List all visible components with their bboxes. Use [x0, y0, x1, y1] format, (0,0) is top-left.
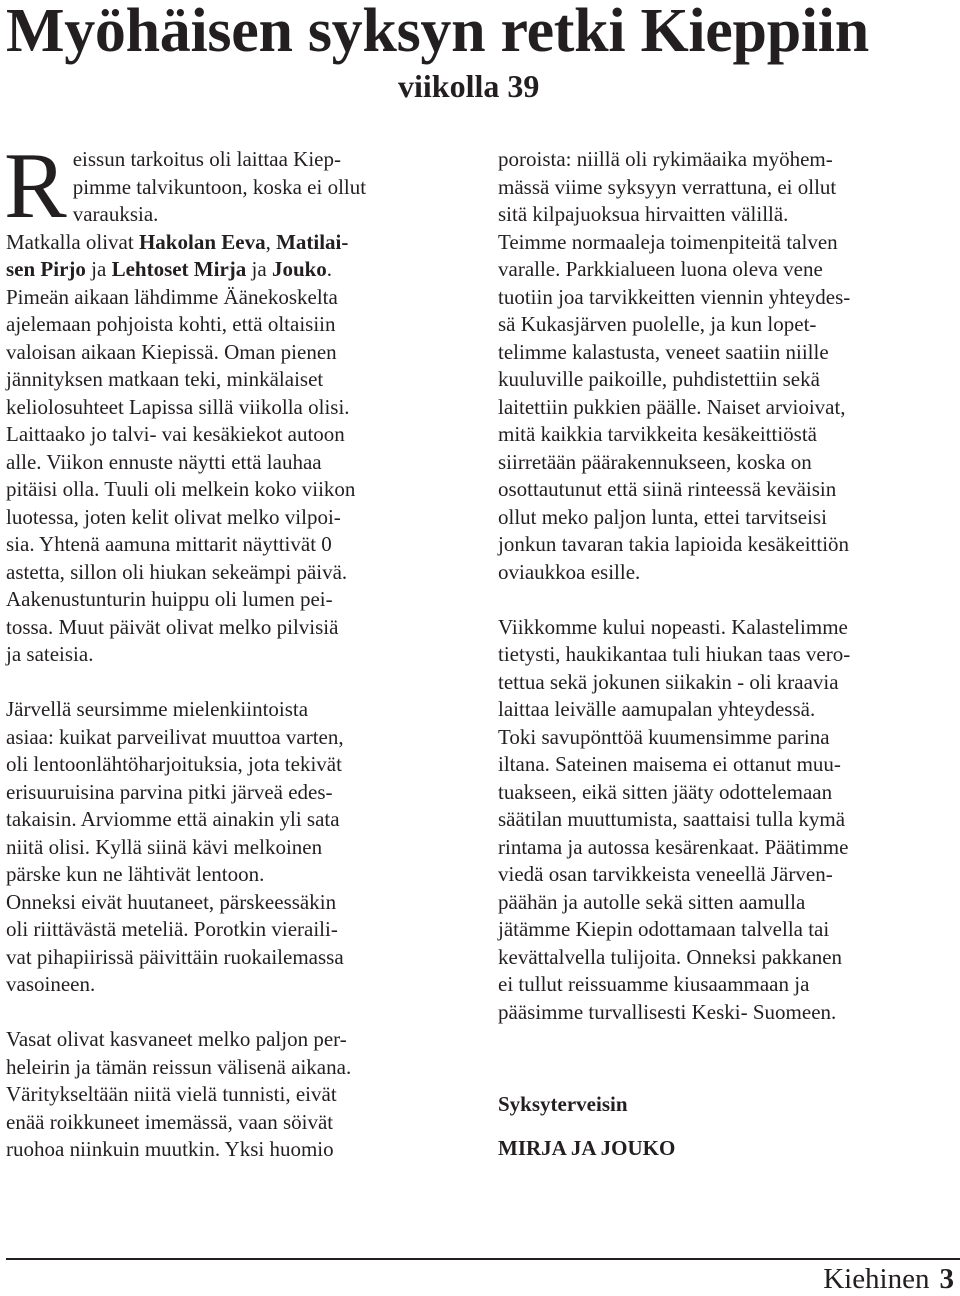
text-line: astetta, sillon oli hiukan sekeämpi päivä.	[6, 559, 348, 584]
member-name: Jouko	[271, 257, 327, 281]
text-line: pärske kun ne lähtivät lentoon.	[6, 862, 265, 886]
text-line: pitäisi olla. Tuuli oli melkein koko viikon	[6, 477, 356, 501]
text-run: Matkalla olivat	[6, 229, 139, 254]
text-line: kuuluville paikoille, puhdistettiin sekä	[498, 367, 820, 391]
reindeer-paragraph	[498, 146, 956, 586]
paragraph-gap	[498, 1026, 956, 1054]
left-column	[4, 134, 464, 1164]
text-line: heleirin ja tämän reissun välisenä aikana.	[6, 1054, 352, 1079]
text-line: kevättalvella tulijoita. Onneksi pakkanen	[498, 944, 843, 969]
text-line: valoisan aikaan Kiepissä. Oman pienen	[6, 339, 337, 364]
text-line: laitettiin pukkien päälle. Naiset arvioivat,	[498, 394, 846, 419]
text-line: tossa. Muut päivät olivat melko pilvisiä	[6, 614, 339, 639]
text-line: enää roikkuneet imemässä, vaan söivät	[6, 1109, 334, 1134]
text-line: sia. Yhtenä aamuna mittarit näyttivät 0	[6, 532, 332, 556]
footer-divider	[6, 1258, 960, 1260]
text-line: sitä kilpajuoksua hirvaitten välillä.	[498, 202, 789, 226]
text-line: Toki savupönttöä kuumensimme parina	[498, 724, 830, 749]
text-line: erisuuruisina parvina pitki järveä edes-	[6, 779, 333, 804]
text-line: tuakseen, eikä sitten jääty odottelemaan	[498, 779, 833, 804]
text-line: niitä olisi. Kyllä siinä kävi melkoinen	[6, 834, 323, 859]
paragraph-gap	[6, 669, 464, 697]
week-paragraph	[498, 614, 956, 1027]
paragraph-gap	[498, 586, 956, 614]
text-line: tuotiin joa tarvikkeitten viennin yhteydes-	[498, 284, 851, 309]
text-line: ei tullut reissuamme kiusaammaan ja	[498, 972, 810, 996]
text-line: oli riittävästä meteliä. Porotkin vieraili-	[6, 917, 338, 941]
text-line: keliolosuhteet Lapissa sillä viikolla olisi.	[6, 394, 350, 419]
text-line: iltana. Sateinen maisema ei ottanut muu-	[498, 752, 841, 776]
article-title: Myöhäisen syksyn retki Kieppiin	[6, 0, 869, 65]
text-line: Laittaako jo talvi- vai kesäkiekot autoon	[6, 422, 345, 446]
loons-paragraph	[6, 696, 464, 999]
text-line: ruohoa niinkuin muutkin. Yksi huomio	[6, 1137, 334, 1161]
text-line: Viikkomme kului nopeasti. Kalastelimme	[498, 614, 848, 639]
text-line: luotessa, joten kelit olivat melko vilpoi-	[6, 504, 341, 529]
text-line: säätilan muuttumista, saattaisi tulla kymä	[498, 807, 846, 831]
text-line: asiaa: kuikat parveilivat muuttoa varten,	[6, 724, 344, 749]
text-line: oli lentoonlähtöharjoituksia, jota tekivät	[6, 752, 342, 776]
members-line	[6, 229, 464, 257]
text-line: mässä viime syksyyn verrattuna, ei ollut	[498, 174, 837, 199]
text-line: vat pihapiirissä päivittäin ruokailemassa	[6, 944, 344, 969]
publication-name: Kiehinen	[823, 1263, 930, 1295]
text-line: rintama ja autossa kesärenkaat. Päätimme	[498, 834, 849, 859]
text-line: mitä kaikkia tarvikkeita kesäkeittiöstä	[498, 422, 817, 446]
member-name: Matilai-	[276, 229, 349, 254]
text-line: vasoineen.	[6, 972, 96, 996]
text-line: tietysti, haukikantaa tuli hiukan taas vero-	[498, 642, 851, 666]
author-signature: MIRJA JA JOUKO	[498, 1135, 676, 1160]
text-line: päähän ja autolle sekä sitten aamulla	[498, 889, 806, 914]
text-line: poroista: niillä oli rykimäaika myöhem-	[498, 147, 833, 171]
member-name: Lehtoset Mirja	[111, 257, 247, 281]
intro-paragraph	[4, 134, 464, 669]
text-line: jätämme Kiepin odottamaan talvella tai	[498, 917, 830, 941]
text-line: sä Kukasjärven puolelle, ja kun lopet-	[498, 312, 817, 336]
text-line: Väritykseltään niitä vielä tunnisti, eivät	[6, 1082, 337, 1106]
text-line: pääsimme turvallisesti Keski- Suomeen.	[498, 999, 837, 1024]
text-line: siirretään päärakennukseen, koska on	[498, 449, 812, 474]
text-line: ajelemaan pohjoista kohti, että oltaisiin	[6, 312, 336, 336]
text-line: telimme kalastusta, veneet saatiin niille	[498, 339, 829, 364]
text-line: viedä osan tarvikkeista veneellä Järven-	[498, 862, 833, 886]
text-line: Aakenustunturin huippu oli lumen pei-	[6, 587, 333, 611]
text-line: ollut meko paljon lunta, ettei tarvitseisi	[498, 504, 827, 529]
text-run: ,	[265, 229, 277, 254]
text-line: pimme talvikuntoon, koska ei ollut	[72, 174, 367, 199]
text-line: varauksia.	[72, 202, 159, 226]
text-line: alle. Viikon ennuste näytti että lauhaa	[6, 449, 322, 474]
article-subtitle: viikolla 39	[398, 68, 540, 104]
member-name: Hakolan Eeva	[138, 229, 266, 254]
text-line: laittaa leivälle aamupalan yhteydessä.	[498, 697, 816, 721]
text-run: ja	[246, 257, 272, 281]
page-footer	[823, 1262, 954, 1296]
drop-cap: R	[4, 134, 67, 238]
text-line: ja sateisia.	[6, 642, 94, 666]
members-line	[6, 256, 464, 284]
text-line: Onneksi eivät huutaneet, pärskeessäkin	[6, 889, 337, 914]
member-name: sen Pirjo	[6, 257, 86, 281]
paragraph-gap	[498, 1054, 956, 1082]
text-line: jonkun tavaran takia lapioida kesäkeittiön	[498, 532, 850, 556]
text-run: .	[326, 257, 333, 281]
closing-greeting: Syksyterveisin	[498, 1092, 628, 1116]
text-line: takaisin. Arviomme että ainakin yli sata	[6, 807, 340, 831]
text-line: Pimeän aikaan lähdimme Äänekoskelta	[6, 284, 338, 309]
paragraph-gap	[6, 999, 464, 1027]
text-line: tettua sekä jokunen siikakin - oli kraavia	[498, 669, 839, 694]
right-column	[498, 146, 956, 1162]
text-line: eissun tarkoitus oli laittaa Kiep-	[72, 147, 341, 171]
text-line: osottautunut että siinä rinteessä keväisin	[498, 477, 837, 501]
text-line: Teimme normaaleja toimenpiteitä talven	[498, 229, 838, 254]
calves-paragraph	[6, 1026, 464, 1164]
text-line: Järvellä seursimme mielenkiintoista	[6, 697, 309, 721]
page-number: 3	[939, 1263, 954, 1295]
text-run: ja	[85, 257, 112, 281]
text-line: oviaukkoa esille.	[498, 559, 641, 584]
text-line: varalle. Parkkialueen luona oleva vene	[498, 257, 823, 281]
text-line: jännityksen matkaan teki, minkälaiset	[6, 367, 324, 391]
text-line: Vasat olivat kasvaneet melko paljon per-	[6, 1027, 347, 1051]
